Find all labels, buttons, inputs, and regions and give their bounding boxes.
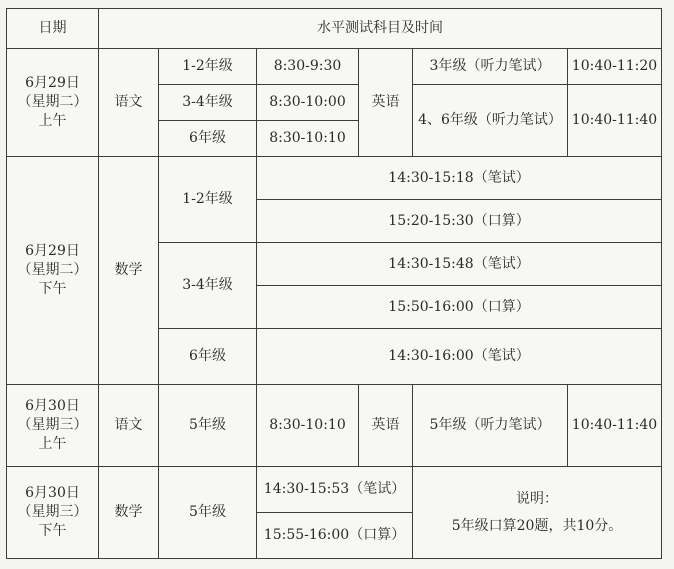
- note-cell: [413, 467, 662, 559]
- time-cell: 8:30-10:00: [257, 85, 359, 121]
- table-row: [7, 157, 662, 200]
- subject-cell: 数学: [99, 157, 159, 385]
- time-cell: 14:30-15:48（笔试）: [257, 243, 662, 286]
- time-cell: 15:55-16:00（口算）: [257, 513, 413, 559]
- grade-cell: 5年级: [159, 385, 257, 467]
- time-cell: 15:50-16:00（口算）: [257, 286, 662, 329]
- date-cell: 6月30日 （星期三） 下午: [7, 467, 99, 559]
- grade-cell: 3年级（听力笔试）: [413, 49, 568, 85]
- time-cell: 8:30-9:30: [257, 49, 359, 85]
- subject-cell: 语文: [99, 49, 159, 157]
- subject-cell: 语文: [99, 385, 159, 467]
- schedule-table: [6, 8, 662, 559]
- grade-cell: 3-4年级: [159, 243, 257, 329]
- table-row: [7, 49, 662, 85]
- time-cell: 14:30-15:18（笔试）: [257, 157, 662, 200]
- table-row: [7, 385, 662, 467]
- time-cell: 14:30-16:00（笔试）: [257, 329, 662, 385]
- grade-cell: 5年级（听力笔试）: [413, 385, 568, 467]
- grade-cell: 1-2年级: [159, 157, 257, 243]
- time-cell: 10:40-11:40: [568, 85, 662, 157]
- time-cell: 10:40-11:20: [568, 49, 662, 85]
- time-cell: 10:40-11:40: [568, 385, 662, 467]
- grade-cell: 3-4年级: [159, 85, 257, 121]
- grade-cell: 1-2年级: [159, 49, 257, 85]
- subject-cell: 英语: [359, 385, 413, 467]
- header-subjects: 水平测试科目及时间: [99, 9, 662, 49]
- header-date: 日期: [7, 9, 99, 49]
- grade-cell: 6年级: [159, 121, 257, 157]
- grade-cell: 6年级: [159, 329, 257, 385]
- subject-cell: 英语: [359, 49, 413, 157]
- time-cell: 14:30-15:53（笔试）: [257, 467, 413, 513]
- table-row: [7, 467, 662, 513]
- subject-cell: 数学: [99, 467, 159, 559]
- grade-cell: 5年级: [159, 467, 257, 559]
- date-cell: 6月30日 （星期三） 上午: [7, 385, 99, 467]
- time-cell: 15:20-15:30（口算）: [257, 200, 662, 243]
- date-cell: 6月29日 （星期二） 上午: [7, 49, 99, 157]
- grade-cell: 4、6年级（听力笔试）: [413, 85, 568, 157]
- note-title: 说明：: [516, 490, 558, 507]
- date-cell: 6月29日 （星期二） 下午: [7, 157, 99, 385]
- time-cell: 8:30-10:10: [257, 385, 359, 467]
- note-text: 5年级口算20题，共10分。: [451, 517, 623, 534]
- header-row: [7, 9, 662, 49]
- time-cell: 8:30-10:10: [257, 121, 359, 157]
